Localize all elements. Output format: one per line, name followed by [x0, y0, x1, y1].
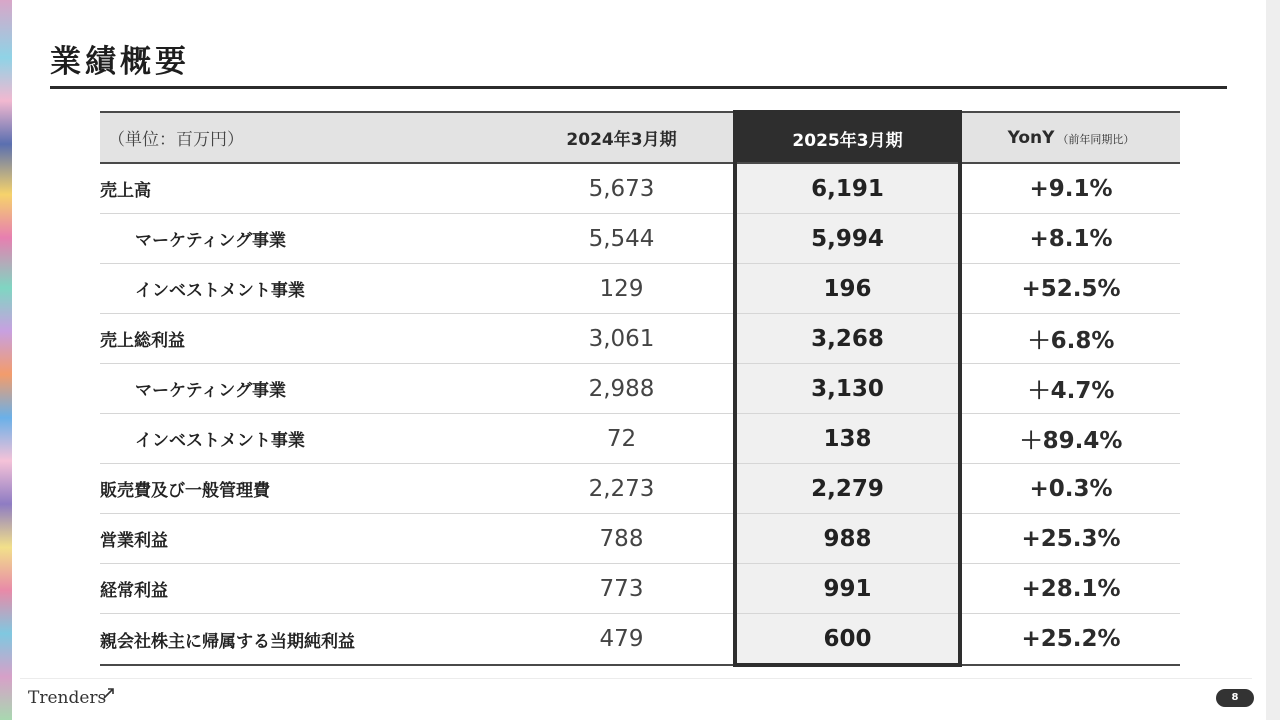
value-fy2025: 138	[735, 414, 960, 464]
table-row	[100, 514, 1180, 564]
value-fy2025: 3,130	[735, 364, 960, 414]
value-fy2024: 2,988	[510, 364, 735, 414]
company-logo	[28, 684, 116, 712]
table-row	[100, 163, 1180, 214]
row-label: インベストメント事業	[100, 414, 510, 464]
value-fy2025: 3,268	[735, 314, 960, 364]
value-yony: +8.1%	[960, 214, 1180, 264]
row-label: 売上総利益	[100, 314, 510, 364]
value-fy2024: 2,273	[510, 464, 735, 514]
table-row	[100, 464, 1180, 514]
row-label: 経常利益	[100, 564, 510, 614]
value-yony: +28.1%	[960, 564, 1180, 614]
value-yony: ＋4.7%	[960, 364, 1180, 414]
arrow-up-right-icon	[102, 686, 116, 700]
value-fy2024: 5,544	[510, 214, 735, 264]
row-label: 販売費及び一般管理費	[100, 464, 510, 514]
value-fy2024: 788	[510, 514, 735, 564]
row-label: マーケティング事業	[100, 364, 510, 414]
decorative-color-strip	[0, 0, 12, 720]
logo-text: Trenders	[28, 688, 107, 708]
value-fy2025: 600	[735, 614, 960, 666]
value-fy2024: 129	[510, 264, 735, 314]
table-header-row	[100, 112, 1180, 163]
table-row	[100, 264, 1180, 314]
column-header-yony	[960, 112, 1180, 163]
financial-summary-table	[100, 110, 1180, 667]
row-label: 親会社株主に帰属する当期純利益	[100, 614, 510, 666]
value-fy2024: 773	[510, 564, 735, 614]
footer-divider	[20, 678, 1252, 679]
row-label: 営業利益	[100, 514, 510, 564]
title-underline	[50, 86, 1227, 89]
table-row	[100, 564, 1180, 614]
table-row	[100, 614, 1180, 666]
table-row	[100, 214, 1180, 264]
right-edge-strip	[1266, 0, 1280, 720]
value-fy2025: 2,279	[735, 464, 960, 514]
value-yony: +25.3%	[960, 514, 1180, 564]
value-fy2024: 5,673	[510, 163, 735, 214]
column-header-fy2025: 2025年3月期	[735, 112, 960, 163]
value-fy2025: 991	[735, 564, 960, 614]
value-fy2024: 72	[510, 414, 735, 464]
unit-label: （単位：百万円）	[100, 112, 510, 163]
page-title: 業績概要	[50, 44, 190, 80]
value-fy2024: 479	[510, 614, 735, 666]
table-row	[100, 364, 1180, 414]
value-yony: ＋89.4%	[960, 414, 1180, 464]
row-label: 売上高	[100, 163, 510, 214]
value-yony: ＋6.8%	[960, 314, 1180, 364]
table-row	[100, 414, 1180, 464]
yony-sublabel: （前年同期比）	[1057, 132, 1135, 146]
value-yony: +0.3%	[960, 464, 1180, 514]
value-yony: +9.1%	[960, 163, 1180, 214]
value-yony: +52.5%	[960, 264, 1180, 314]
value-fy2024: 3,061	[510, 314, 735, 364]
row-label: マーケティング事業	[100, 214, 510, 264]
page-number-badge: 8	[1216, 689, 1254, 707]
value-fy2025: 5,994	[735, 214, 960, 264]
value-fy2025: 196	[735, 264, 960, 314]
yony-label: YonY	[1007, 127, 1055, 148]
value-yony: +25.2%	[960, 614, 1180, 666]
value-fy2025: 988	[735, 514, 960, 564]
row-label: インベストメント事業	[100, 264, 510, 314]
table-row	[100, 314, 1180, 364]
value-fy2025: 6,191	[735, 163, 960, 214]
column-header-fy2024: 2024年3月期	[510, 112, 735, 163]
